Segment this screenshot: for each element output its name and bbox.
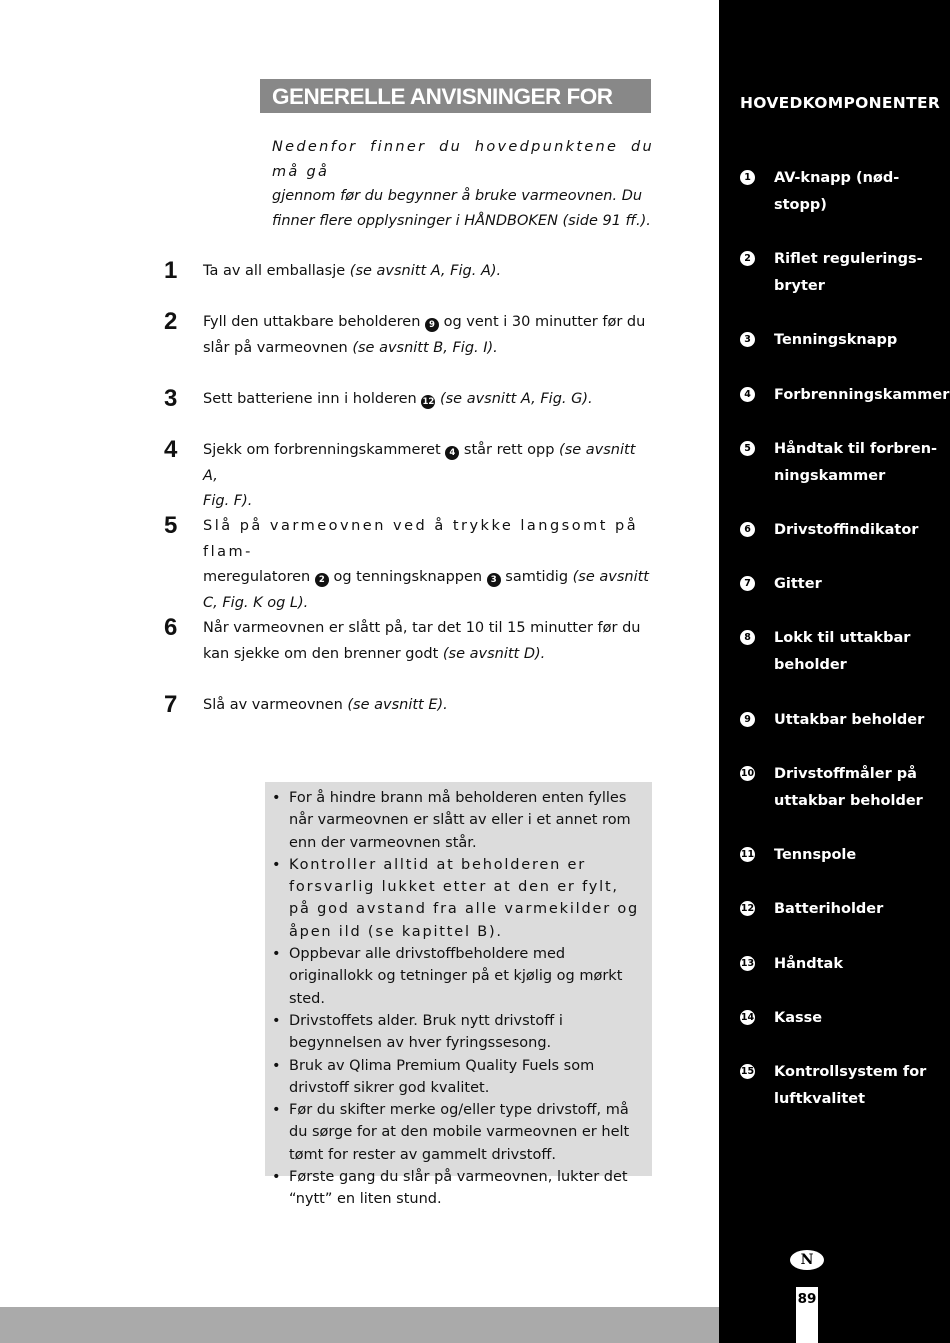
step-number: 6 — [164, 614, 178, 641]
component-number: 4 — [740, 387, 755, 402]
step-number: 5 — [164, 512, 178, 539]
component-label: Batteriholder — [774, 901, 884, 917]
list-item: • Oppbevar alle drivstoffbeholdere med originallokk og tetninger på et kjølig og mørkt sted. — [289, 943, 644, 1010]
sidebar-title: HOVEDKOMPONENTER — [740, 94, 941, 112]
page-title: GENERELLE ANVISNINGER FOR BRUK — [260, 79, 651, 113]
intro-line: Nedenfor finner du hovedpunktene du må gå — [272, 139, 654, 180]
step-text: Slå av varmeovnen (se avsnitt E). — [203, 697, 448, 713]
step-number: 7 — [164, 691, 178, 718]
component-label: Drivstoffindikator — [774, 522, 919, 538]
step-number: 1 — [164, 257, 178, 284]
component-number: 6 — [740, 522, 755, 537]
component-number: 8 — [740, 630, 755, 645]
list-item: • Bruk av Qlima Premium Quality Fuels som drivstoff sikrer god kvalitet. — [289, 1055, 644, 1100]
component-label: Riflet regulerings-bryter — [774, 251, 923, 294]
step-text: Fyll den uttakbare beholderen 9 og vent i 30 minutter før du slår på varmeovnen (se avsnitt B, Fig. I). — [203, 314, 646, 356]
component-number: 2 — [740, 251, 755, 266]
components-sidebar — [719, 0, 950, 1343]
component-label: Tennspole — [774, 847, 857, 863]
component-label: Drivstoffmåler på uttakbar beholder — [774, 766, 923, 809]
list-item: • Drivstoffets alder. Bruk nytt drivstoff i begynnelsen av hver fyringssesong. — [289, 1010, 644, 1055]
component-label: Lokk til uttakbar beholder — [774, 630, 911, 673]
step-text: Når varmeovnen er slått på, tar det 10 til 15 minutter før du kan sjekke om den brenner godt (se avsnitt D). — [203, 620, 641, 662]
component-label: Tenningsknapp — [774, 332, 898, 348]
component-label: Håndtak — [774, 956, 843, 972]
component-number: 1 — [740, 170, 755, 185]
component-number-badge: 12 — [422, 397, 435, 407]
step-number: 4 — [164, 436, 178, 463]
footer-bar — [0, 1307, 719, 1343]
component-number: 14 — [740, 1012, 755, 1023]
component-number: 13 — [740, 958, 755, 969]
list-item: • Første gang du slår på varmeovnen, lukter det “nytt” en liten stund. — [289, 1166, 644, 1211]
component-number-badge: 4 — [445, 446, 459, 460]
component-number: 7 — [740, 576, 755, 591]
component-label: Kasse — [774, 1010, 823, 1026]
list-item: • Kontroller alltid at beholderen er forsvarlig lukket etter at den er fylt, på god avstand fra alle varmekilder og åpen ild (se kapittel B). — [289, 854, 644, 943]
component-number: 11 — [740, 849, 755, 860]
component-number: 3 — [740, 332, 755, 347]
component-number: 5 — [740, 441, 755, 456]
intro-line: gjennom før du begynner å bruke varmeovnen. Du — [272, 188, 643, 204]
step-text: Sjekk om forbrenningskammeret 4 står rett opp (se avsnitt A, Fig. F). — [203, 442, 636, 509]
component-label: Håndtak til forbren-ningskammer — [774, 441, 938, 484]
language-badge: N — [790, 1250, 824, 1270]
intro-line: finner flere opplysninger i HÅNDBOKEN (side 91 ff.). — [272, 212, 651, 229]
component-label: Uttakbar beholder — [774, 712, 925, 728]
step-text: Ta av all emballasje (se avsnitt A, Fig. A). — [203, 263, 502, 279]
intro-paragraph — [272, 135, 654, 233]
step-number: 3 — [164, 385, 178, 412]
list-item: • Før du skifter merke og/eller type drivstoff, må du sørge for at den mobile varmeovnen er helt tømt for rester av gammelt drivstoff. — [289, 1099, 644, 1166]
component-label: AV-knapp (nød-stopp) — [774, 170, 900, 213]
list-item: • For å hindre brann må beholderen enten fylles når varmeovnen er slått av eller i et annet rom enn der varmeovnen står. — [289, 787, 644, 854]
component-number-badge: 3 — [487, 573, 501, 587]
component-label: Kontrollsystem for luftkvalitet — [774, 1064, 927, 1107]
step-number: 2 — [164, 308, 178, 335]
step-text: Sett batteriene inn i holderen 12 (se avsnitt A, Fig. G). — [203, 391, 593, 407]
component-number-badge: 2 — [315, 573, 329, 587]
component-number: 15 — [740, 1066, 755, 1077]
page-number: 89 — [796, 1287, 818, 1343]
component-label: Gitter — [774, 576, 822, 592]
component-number: 10 — [740, 768, 755, 779]
component-number: 12 — [740, 903, 755, 914]
component-number: 9 — [740, 712, 755, 727]
safety-notes-box — [265, 782, 652, 1208]
component-label: Forbrenningskammer — [774, 387, 950, 403]
step-text: Slå på varmeovnen ved å trykke langsomt på flam- meregulatoren 2 og tenningsknappen 3 samtidig (se avsnitt C, Fig. K og L). — [203, 518, 649, 611]
component-number-badge: 9 — [425, 318, 439, 332]
